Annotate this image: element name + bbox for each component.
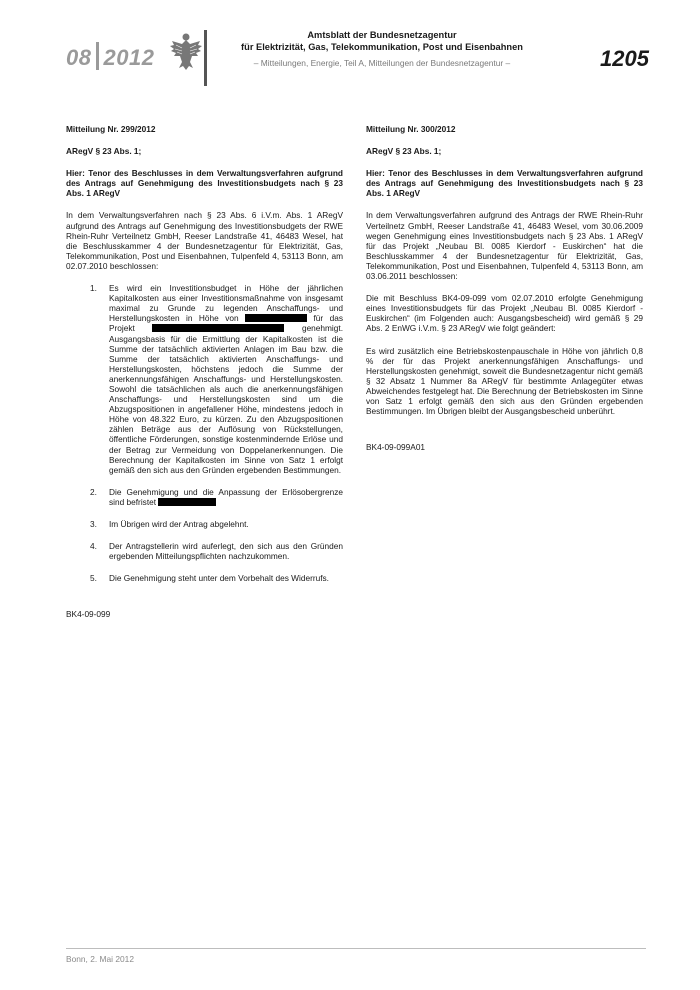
notice-intro: In dem Verwaltungsverfahren nach § 23 Abs. 6 i.V.m. Abs. 1 ARegV aufgrund des Antrags auf Genehmigung des Investitionsbudgets der RWE Rhein-Ruhr Verteilnetz GmbH, Reeser Landstraße 41, 46483 Wesel, hat die Beschlusskammer 4 der Bundesnetzagentur für Elektrizität, Gas, Telekommunikation, Post und Eisenbahnen, Tulpenfeld 4, 53113 Bonn, am 02.07.2010 beschlossen: [66, 210, 343, 271]
footer-date: Bonn, 2. Mai 2012 [66, 954, 134, 964]
notice-heading: Mitteilung Nr. 299/2012 [66, 124, 156, 134]
decision-text: genehmigt. Ausgangsbasis für die Ermittlung der Kapitalkosten ist die Summe der tatsächlich aktivierten Anlagen im Bau bzw. die Summe der tatsächlich aktivierten Anschaffungs- und Herstellungskosten, höchstens jedoch die Summe der anerkennungsfähigen Anschaffungs- und Herstellungskosten. Sowohl die tatsächlichen als auch die anerkennungsfähigen Anschaffungs- und Herstellungskosten sind um die Abzugspositionen in angefallener Höhe, mindestens jedoch in Höhe von 48.322 Euro, zu kürzen. Zu den Abzugspositionen zählen Beträge aus der Auflösung von Rückstellungen, öffentliche Förderungen, sonstige kostenmindernde Erlöse und der Betrag zur Vermeidung von Doppelanerkennungen. Die Berechnung der Kapitalkosten im Sinne von Satz 1 erfolgt gemäß den sich aus den Gründen ergebenden Bestimmungen. [109, 323, 344, 475]
issue-year: 2012 [103, 45, 155, 70]
decision-text: Der Antragstellerin wird auferlegt, den sich aus den Gründen ergebenden Mitteilungspflichten nachzukommen. [109, 541, 343, 562]
issue-divider [96, 42, 99, 70]
notice-paragraph: Es wird zusätzlich eine Betriebskostenpauschale in Höhe von jährlich 0,8 % der für das Projekt anerkennungsfähigen Anschaffungs- und Herstellungskosten genehmigt, soweit die Bundesnetzagentur nicht gemäß § 32 Absatz 1 Nummer 8a ARegV für bestimmte Anlagegüter etwas Abweichendes festgelegt hat. Die Berechnung der Betriebskosten im Sinne von Satz 1 erfolgt gemäß den sich aus den Gründen ergebenden Bestimmungen. Im Übrigen bleibt der Ausgangsbescheid unberührt. [366, 345, 643, 417]
decision-item [66, 519, 343, 529]
decision-number: 2. [90, 486, 97, 497]
decision-text: Im Übrigen wird der Antrag abgelehnt. [109, 519, 249, 529]
decision-text: für das Projekt [109, 313, 343, 334]
decision-number: 1. [90, 283, 97, 294]
notice-law: ARegV § 23 Abs. 1; [366, 146, 442, 157]
decision-number: 3. [90, 519, 97, 529]
decision-item [66, 487, 343, 507]
notice-law: ARegV § 23 Abs. 1; [66, 146, 142, 157]
decision-text: Es wird ein Investitionsbudget in Höhe der jährlichen Kapitalkosten aus einer Investitionsmaßnahme von insgesamt maximal zu Grunde zu legenden Anschaffungs- und Herstellungskosten in Höhe von [109, 283, 343, 324]
page-number: 1205 [600, 46, 649, 71]
reference-code: BK4-09-099A01 [366, 442, 426, 453]
footer-divider [66, 948, 646, 949]
notice-heading: Mitteilung Nr. 300/2012 [366, 124, 456, 134]
decision-text: Die Genehmigung steht unter dem Vorbehalt des Widerrufs. [109, 573, 329, 584]
decision-item [66, 541, 343, 561]
journal-subtitle: – Mitteilungen, Energie, Teil A, Mitteilungen der Bundesnetzagentur – [253, 58, 511, 68]
decision-text: Die Genehmigung und die Anpassung der Erlösobergrenze sind befristet [109, 486, 343, 507]
header-divider [204, 30, 207, 86]
redacted-date [158, 498, 216, 506]
issue-label [66, 42, 154, 71]
decision-item [66, 283, 343, 475]
notice-subject: Hier: Tenor des Beschlusses in dem Verwaltungsverfahren aufgrund des Antrags auf Genehmigung des Investitionsbudgets nach § 23 Abs. 1 ARegV [366, 168, 643, 199]
issue-number: 08 [66, 45, 92, 70]
decision-list [66, 283, 343, 583]
right-column [366, 124, 643, 464]
decision-number: 5. [90, 573, 97, 584]
federal-eagle-icon [168, 30, 204, 74]
notice-paragraph: Die mit Beschluss BK4-09-099 vom 02.07.2010 erfolgte Genehmigung eines Investitionsbudgets für das Projekt „Neubau Bl. 0085 Kierdorf - Euskirchen“ (im Folgenden auch: Ausgangsbescheid) wird gemäß § 29 Abs. 2 EnWG i.V.m. § 23 ARegV wie folgt geändert: [366, 293, 643, 334]
journal-title [214, 30, 550, 53]
redacted-amount [245, 314, 307, 322]
notice-subject: Hier: Tenor des Beschlusses in dem Verwaltungsverfahren aufgrund des Antrags auf Genehmigung des Investitionsbudgets nach § 23 Abs. 1 ARegV [66, 168, 343, 199]
redacted-project [152, 324, 284, 332]
decision-number: 4. [90, 541, 97, 552]
journal-title-line1: Amtsblatt der Bundesnetzagentur [307, 30, 457, 40]
decision-item [66, 573, 343, 583]
notice-paragraph: In dem Verwaltungsverfahren aufgrund des Antrags der RWE Rhein-Ruhr Verteilnetz GmbH, Reeser Landstraße 41, 46483 Wesel, vom 30.06.2009 wegen Genehmigung eines Investitionsbudgets nach § 23 Abs. 1 ARegV für das Projekt „Neubau Bl. 0085 Kierdorf - Euskirchen“ hat die Beschlusskammer 4 der Bundesnetzagentur für Elektrizität, Gas, Telekommunikation, Post und Eisenbahnen, Tulpenfeld 4, 53113 Bonn, am 03.06.2011 beschlossen: [366, 210, 643, 282]
journal-title-line2: für Elektrizität, Gas, Telekommunikation, Post und Eisenbahnen [241, 41, 523, 52]
left-column [66, 124, 343, 631]
reference-code: BK4-09-099 [66, 609, 111, 620]
